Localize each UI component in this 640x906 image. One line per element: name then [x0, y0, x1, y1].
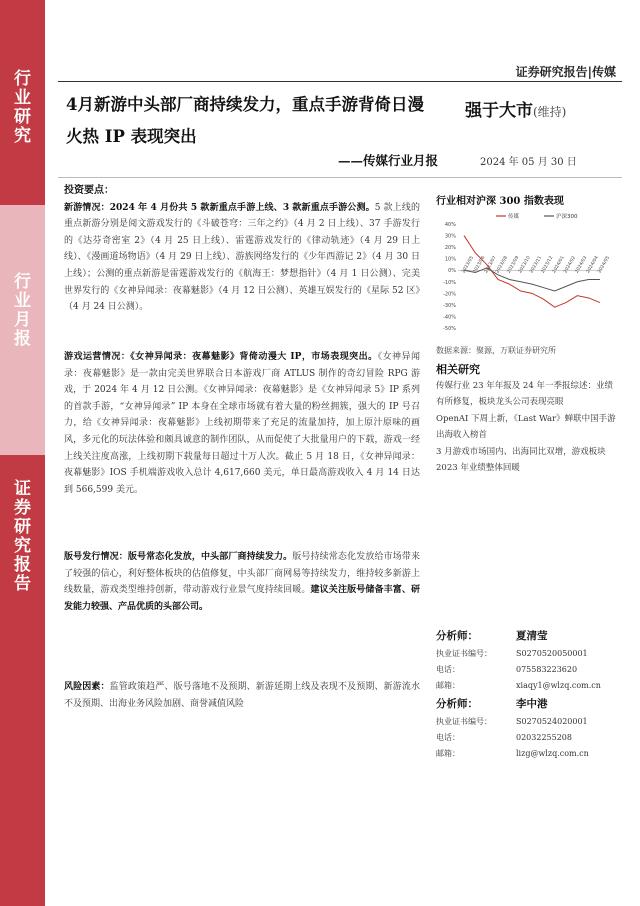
y-tick-label: -30% [443, 302, 456, 309]
license-paragraph [64, 549, 420, 615]
sidebar-segment-securities-report [0, 455, 45, 906]
phone-number: 075583223620 [516, 665, 578, 674]
report-subtitle: ——传媒行业月报 [338, 153, 439, 168]
x-tick-label: 2023/07 [484, 255, 498, 275]
ops-text: 《女神异闻录：夜幕魅影》是一款由完美世界联合日本游戏厂商 ATLUS 制作的奇幻冒险 RPG 游戏，于 2024 年 4 月 12 日公测。《女神异闻录：夜幕魅影》是《女神异闻录 5》IP 系列的首款手游，“女神异闻录” IP 本身在全球市场就有着大量的粉丝拥簇，强大的 IP 号召力，给《女神异闻录：夜幕魅影》上线初期带来了充足的流量加持，加上原汁原味的画风，多元化的玩法体验和颇具诚意的制作团队，从而促使了大批量用户的下载，游戏一经上线关注度高涨，上线初期下载量每日超过十万人次。截止 5 月 18 日，《女神异闻录：夜幕魅影》IOS 手机端游戏收入总计 4,617,660 美元，单日最高游戏收入 4 月 14 日达到 566,599 美元。 [64, 352, 420, 495]
sidebar-label-securities-report: 证券研究报告 [14, 479, 31, 594]
performance-chart [436, 210, 612, 334]
x-tick-label: 2024/02 [563, 255, 578, 275]
report-category-label: 证券研究报告|传媒 [515, 65, 616, 79]
ops-paragraph [64, 349, 420, 498]
sidebar-label-industry-research: 行业研究 [14, 69, 31, 146]
analyst-card [436, 628, 616, 694]
y-tick-label: 30% [444, 233, 456, 240]
analyst-role: 分析师： [436, 698, 478, 710]
sidebar-segment-industry-research [0, 0, 45, 205]
header-divider [58, 81, 622, 82]
ops-section [64, 349, 420, 498]
new-games-text: 5 款上线的重点新游分别是阅文游戏发行的《斗破苍穹：三年之约》（4 月 2 日上线）、37 手游发行的《达芬奇密室 2》（4 月 25 日上线）、雷霆游戏发行的《律动轨迹》（4 月 29 日上线）、《漫画道场物语》（4 月 29 日上线）、游族网络发行的《少年西游记 2》（4 月 30 日上线）；公测的重点新游是雷霆游戏发行的《航海王：梦想指针》（4 月 1 日公测）、完美世界发行的《女神异闻录：夜幕魅影》（4 月 12 日公测）、英雄互娱发行的《星际 52 区》（4 月 24 日公测）。 [64, 202, 420, 313]
legend-label: 传媒 [508, 214, 520, 220]
report-title: 4月新游中头部厂商持续发力，重点手游背倚日漫火热 IP 表现突出 [66, 95, 424, 146]
risk-text: 监管政策趋严、版号落地不及预期、新游延期上线及表现不及预期、新游流水不及预期、出海业务风险加剧、商誉减值风险 [64, 682, 420, 709]
ops-label: 游戏运营情况：《女神异闻录：夜幕魅影》背倚动漫大 IP，市场表现突出。 [64, 352, 378, 362]
related-research-item[interactable]: 传媒行业 23 年年报及 24 年一季报综述：业绩有所修复，板块龙头公司表现亮眼 [436, 381, 613, 407]
y-tick-label: 20% [444, 245, 456, 252]
phone-label: 电话： [436, 665, 460, 674]
cert-number: S0270524020001 [516, 717, 588, 726]
analyst-name: 李中港 [516, 698, 548, 710]
x-tick-label: 2023/08 [495, 255, 510, 275]
analyst-name: 夏清莹 [516, 630, 548, 642]
license-section [64, 549, 420, 615]
cert-label: 执业证书编号： [436, 717, 492, 726]
related-research-item[interactable]: 3 月游戏市场国内、出海同比双增，游戏板块 2023 年业绩整体回暖 [436, 447, 606, 473]
x-tick-label: 2024/03 [574, 255, 589, 275]
y-tick-label: 10% [444, 256, 456, 263]
new-games-label: 新游情况：2024 年 4 月份共 5 款新重点手游上线、3 款新重点手游公测。 [64, 202, 375, 213]
email-label: 邮箱： [436, 681, 460, 690]
key-points-heading: 投资要点： [64, 185, 114, 196]
x-tick-label: 2024/05 [597, 255, 612, 275]
rating-value: 强于大市 [465, 101, 533, 121]
x-tick-label: 2023/06 [472, 255, 487, 275]
rating-note: (维持) [533, 105, 567, 119]
chart-title: 行业相对沪深 300 指数表现 [436, 196, 564, 207]
new-games-paragraph [64, 200, 420, 316]
license-text: 版号持续常态化发放给市场带来了较强的信心，利好整体板块的估值修复，中头部厂商网易等持续发力，维持较多新游上线数量，游戏类型维持创新，带动游戏行业景气度持续回暖。 [64, 552, 420, 596]
related-research-list [436, 378, 616, 477]
x-tick-label: 2023/11 [529, 255, 544, 275]
key-points-section [64, 183, 420, 316]
y-tick-label: 40% [444, 222, 456, 228]
x-tick-label: 2024/04 [586, 255, 600, 275]
related-research-title: 相关研究 [436, 363, 480, 376]
email-address[interactable]: lizg@wlzq.com.cn [516, 749, 589, 758]
related-research-item[interactable]: OpenAI 下周上新，《Last War》蝉联中国手游出海收入榜首 [436, 414, 616, 440]
cert-number: S0270520050001 [516, 649, 588, 658]
y-tick-label: -40% [443, 314, 456, 321]
y-tick-label: -10% [443, 279, 456, 286]
x-tick-label: 2024/01 [552, 255, 566, 275]
left-sidebar [0, 0, 45, 906]
rating [465, 96, 566, 121]
phone-number: 02032255208 [516, 733, 572, 742]
legend-label: 沪深300 [556, 214, 578, 220]
sidebar-segment-monthly [0, 205, 45, 455]
license-recommendation: 建议关注版号储备丰富、研发能力较强、产品优质的头部公司。 [64, 585, 420, 612]
risk-section [64, 679, 420, 712]
y-tick-label: 0% [448, 268, 456, 275]
y-tick-label: -20% [443, 291, 456, 298]
risk-paragraph [64, 679, 420, 712]
email-address[interactable]: xiaqy1@wlzq.com.cn [516, 681, 601, 690]
cert-label: 执业证书编号： [436, 649, 492, 658]
risk-label: 风险因素： [64, 682, 110, 692]
x-tick-label: 2023/12 [540, 255, 555, 275]
x-tick-label: 2023/09 [506, 255, 521, 275]
analyst-card [436, 696, 616, 762]
data-source: 数据来源：聚源，万联证券研究所 [436, 346, 556, 355]
y-tick-label: -50% [443, 326, 456, 332]
analyst-role: 分析师： [436, 630, 478, 642]
section-divider [58, 177, 622, 178]
x-tick-label: 2023/10 [518, 255, 532, 275]
sidebar-label-monthly: 行业月报 [14, 272, 31, 349]
report-date: 2024 年 05 月 30 日 [480, 157, 577, 168]
email-label: 邮箱： [436, 749, 460, 758]
phone-label: 电话： [436, 733, 460, 742]
license-label: 版号发行情况：版号常态化发放，中头部厂商持续发力。 [64, 552, 293, 562]
x-tick-label: 2023/05 [461, 255, 476, 275]
